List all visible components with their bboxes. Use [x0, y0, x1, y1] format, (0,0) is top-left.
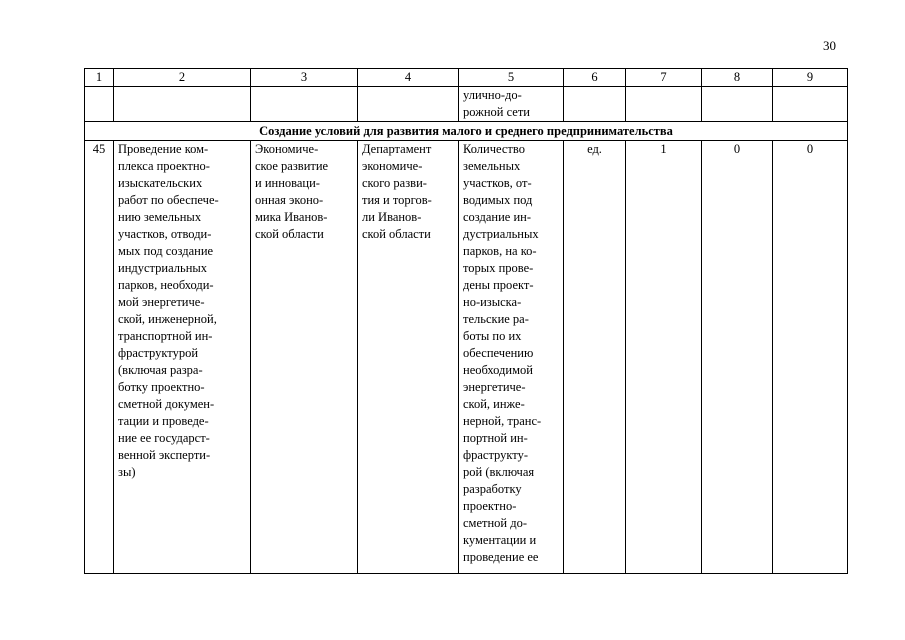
- table-row: [85, 141, 848, 574]
- column-number: 5: [459, 69, 564, 87]
- table-cell: [358, 87, 459, 122]
- table-cell: [626, 87, 702, 122]
- column-number: 1: [85, 69, 114, 87]
- value-cell-8: 0: [702, 141, 773, 574]
- section-title: Создание условий для развития малого и среднего предпринимательства: [85, 122, 848, 141]
- table-cell: [251, 87, 358, 122]
- column-number: 3: [251, 69, 358, 87]
- continued-indicator-cell: улично-до- рожной сети: [459, 87, 564, 122]
- column-number: 8: [702, 69, 773, 87]
- continued-row: [85, 87, 848, 122]
- table-cell: [773, 87, 848, 122]
- indicator-cell: Количество земельных участков, от- водимых под создание ин- дустриальных парков, на ко- торых прове- дены проект- но-изыска- тельские ра- боты по их обеспечению необходимой энергетиче- ской, инже- нерной, транс- портной ин- фраструкту- рой (включая разработку проектно- сметной до- кументации и проведение ее: [459, 141, 564, 574]
- table-cell: [564, 87, 626, 122]
- data-table: [84, 68, 848, 574]
- column-number: 9: [773, 69, 848, 87]
- table-cell: [702, 87, 773, 122]
- row-number: 45: [85, 141, 114, 574]
- column-number: 2: [114, 69, 251, 87]
- table-cell: [114, 87, 251, 122]
- program-cell: Экономиче- ское развитие и инноваци- онная эконо- мика Иванов- ской области: [251, 141, 358, 574]
- table-cell: [85, 87, 114, 122]
- column-number-row: [85, 69, 848, 87]
- value-cell-7: 1: [626, 141, 702, 574]
- unit-cell: ед.: [564, 141, 626, 574]
- activity-cell: Проведение ком- плекса проектно- изыскательских работ по обеспече- нию земельных участков, отводи- мых под создание индустриальных парков, необходи- мой энергетиче- ской, инженерной, транспортной ин- фраструктурой (включая разра- ботку проектно- сметной докумен- тации и проведе- ние ее государст- венной эксперти- зы): [114, 141, 251, 574]
- executor-cell: Департамент экономиче- ского разви- тия и торгов- ли Иванов- ской области: [358, 141, 459, 574]
- column-number: 6: [564, 69, 626, 87]
- column-number: 4: [358, 69, 459, 87]
- section-row: [85, 122, 848, 141]
- page-number: 30: [823, 38, 836, 53]
- value-cell-9: 0: [773, 141, 848, 574]
- column-number: 7: [626, 69, 702, 87]
